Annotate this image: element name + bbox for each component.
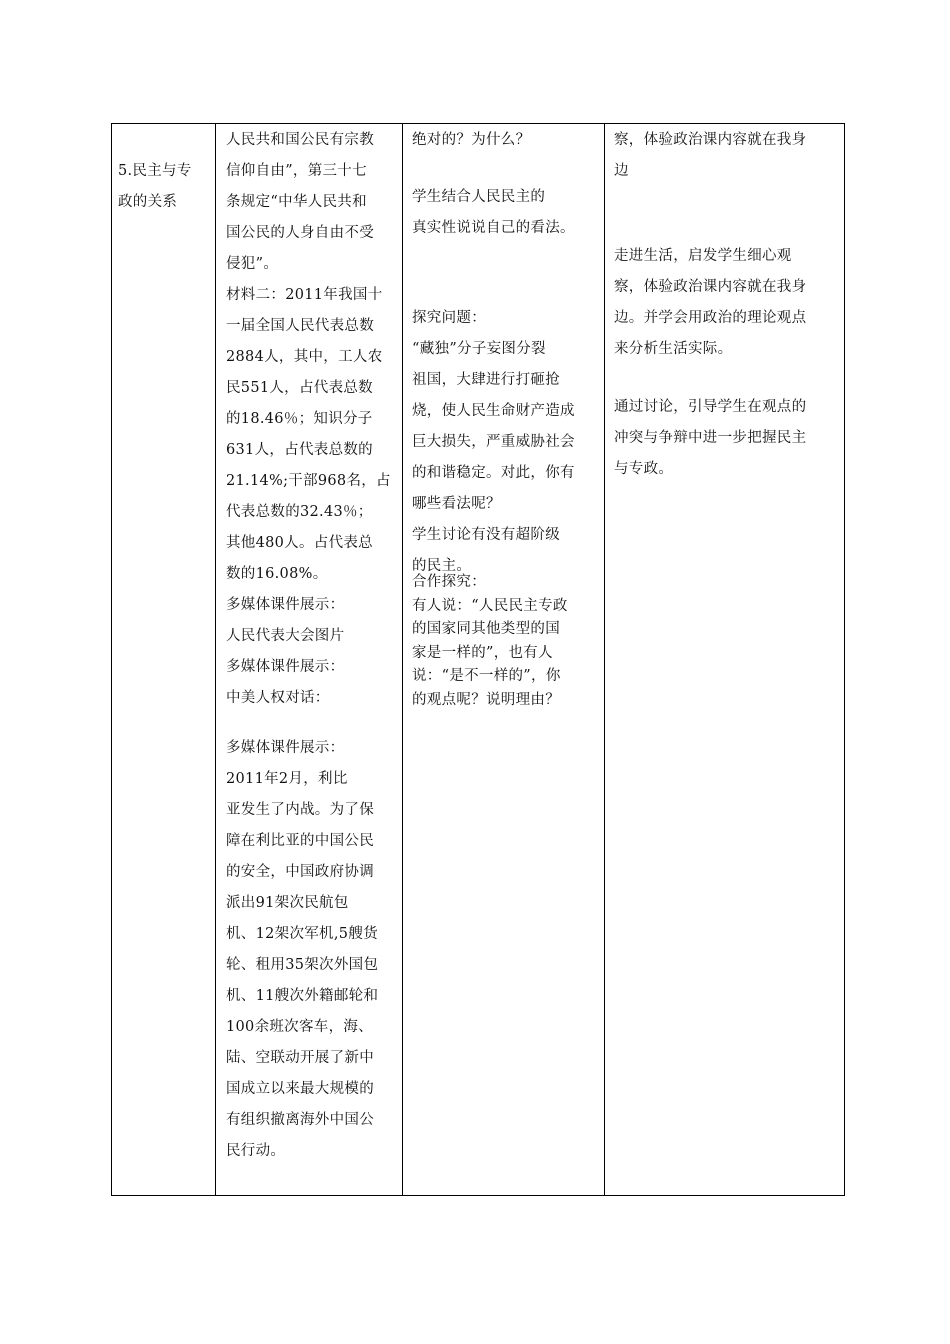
material-line: 一届全国人民代表总数 [226, 318, 374, 334]
material-line: 数的16.08%。 [226, 566, 328, 582]
topic-cell-content [112, 124, 215, 1195]
material-line: 多媒体课件展示： [226, 597, 345, 613]
design-intent-cell [605, 124, 845, 1196]
activity-line: 探究问题： [412, 310, 486, 326]
activity-line: 学生讨论有没有超阶级 [412, 527, 560, 543]
material-line: 631人，占代表总数的 [226, 442, 373, 458]
activity-line: “藏独”分子妄图分裂 [412, 341, 546, 357]
activity-line: 的和谐稳定。对此，你有 [412, 465, 575, 481]
activity-line: 的观点呢？说明理由？ [412, 691, 560, 708]
intent-line: 察，体验政治课内容就在我身 [614, 132, 807, 148]
intent-line: 边。并学会用政治的理论观点 [614, 310, 807, 326]
intent-line: 通过讨论，引导学生在观点的 [614, 399, 807, 415]
activity-line: 家是一样的”，也有人 [412, 644, 553, 661]
material-line: 机、11艘次外籍邮轮和 [226, 988, 379, 1004]
student-activity-cell [403, 124, 605, 1196]
activity-line: 哪些看法呢？ [412, 496, 501, 512]
topic-cell [112, 124, 216, 1196]
intent-line: 走进生活，启发学生细心观 [614, 248, 792, 264]
material-line: 100余班次客车，海、 [226, 1019, 373, 1035]
material-line: 多媒体课件展示： [226, 659, 345, 675]
intent-line: 与专政。 [614, 461, 674, 477]
topic-line: 5.民主与专 [118, 163, 192, 179]
material-line: 人民共和国公民有宗教 [226, 132, 374, 148]
intent-line: 边 [614, 163, 629, 179]
material-line: 轮、租用35架次外国包 [226, 957, 379, 973]
material-line: 其他480人。占代表总 [226, 535, 373, 551]
activity-line: 祖国，大肆进行打砸抢 [412, 372, 560, 388]
material-line: 2011年2月，利比 [226, 771, 348, 787]
material-line: 亚发生了内战。为了保 [226, 802, 374, 818]
material-line: 民551人，占代表总数 [226, 380, 373, 396]
material-line: 21.14%;干部968名，占 [226, 473, 391, 489]
material-line: 障在利比亚的中国公民 [226, 833, 374, 849]
material-line: 的安全，中国政府协调 [226, 864, 374, 880]
material-line: 机、12架次军机,5艘货 [226, 926, 378, 942]
material-line: 多媒体课件展示： [226, 740, 345, 756]
material-line: 2884人，其中，工人农 [226, 349, 383, 365]
material-line: 代表总数的32.43％； [226, 504, 373, 520]
material-line: 国公民的人身自由不受 [226, 225, 374, 241]
table-row [112, 124, 845, 1196]
topic-line: 政的关系 [118, 194, 178, 210]
intent-line: 冲突与争辩中进一步把握民主 [614, 430, 807, 446]
design-intent-cell-content [605, 124, 844, 1195]
materials-cell-content [216, 124, 402, 1195]
material-line: 条规定“中华人民共和 [226, 194, 367, 210]
lesson-plan-table [111, 123, 845, 1196]
material-line: 有组织撤离海外中国公 [226, 1112, 374, 1128]
activity-line: 学生结合人民民主的 [412, 189, 546, 205]
material-line: 陆、空联动开展了新中 [226, 1050, 374, 1066]
activity-line: 说：“是不一样的”，你 [412, 668, 561, 684]
activity-line: 烧，使人民生命财产造成 [412, 403, 575, 419]
material-line: 派出91架次民航包 [226, 895, 349, 911]
activity-line: 的国家同其他类型的国 [412, 621, 560, 637]
material-line: 侵犯”。 [226, 256, 279, 272]
activity-line: 的民主。 [412, 558, 472, 574]
activity-line: 合作探究： [412, 574, 486, 590]
material-line: 人民代表大会图片 [226, 628, 345, 644]
activity-line: 真实性说说自己的看法。 [412, 220, 575, 236]
material-line: 民行动。 [226, 1143, 286, 1159]
material-line: 信仰自由”，第三十七 [226, 163, 367, 179]
material-line: 的18.46％；知识分子 [226, 411, 373, 427]
materials-cell [216, 124, 403, 1196]
activity-line: 绝对的？为什么？ [412, 132, 531, 148]
material-line: 国成立以来最大规模的 [226, 1081, 374, 1097]
activity-line: 巨大损失，严重威胁社会 [412, 434, 575, 450]
student-activity-cell-content [403, 124, 604, 1195]
intent-line: 来分析生活实际。 [614, 341, 733, 357]
material-line: 中美人权对话： [226, 690, 330, 706]
intent-line: 察，体验政治课内容就在我身 [614, 279, 807, 295]
material-line: 材料二：2011年我国十 [226, 287, 383, 303]
activity-line: 有人说：“人民民主专政 [412, 597, 568, 614]
